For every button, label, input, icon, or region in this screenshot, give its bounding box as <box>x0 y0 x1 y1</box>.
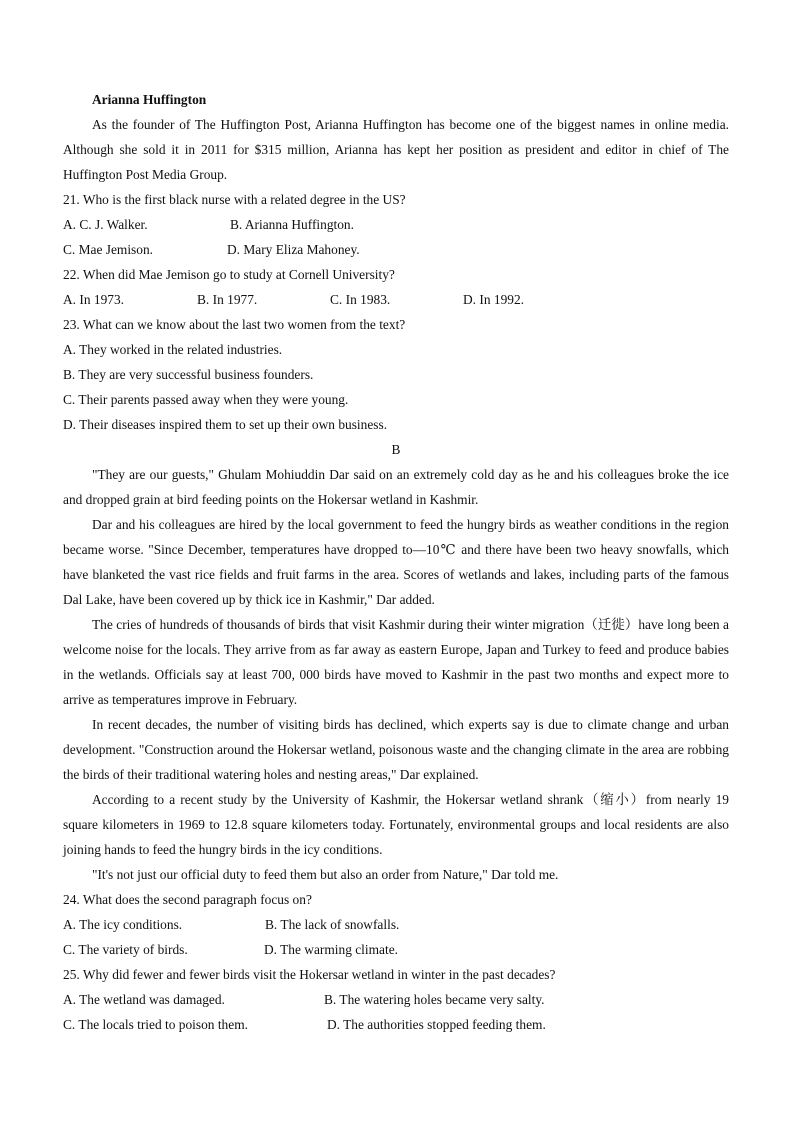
question-21-option-b: B. Arianna Huffington. <box>230 217 354 232</box>
passage-b-paragraph-4: In recent decades, the number of visiting birds has declined, which experts say is due to climate change and urban development. "Construction around the Hokersar wetland, poisonous waste and the changing climate in the area are robbing the birds of their traditional watering holes and nesting areas," Dar explained. <box>63 717 729 782</box>
question-23-option-b: B. They are very successful business founders. <box>63 367 314 382</box>
passage-b-paragraph-1: "They are our guests," Ghulam Mohiuddin Dar said on an extremely cold day as he and his colleagues broke the ice and dropped grain at bird feeding points on the Hokersar wetland in Kashmir. <box>63 467 729 507</box>
question-21-options-row-2 <box>63 237 729 262</box>
passage-b-paragraph-2: Dar and his colleagues are hired by the local government to feed the hungry birds as weather conditions in the region became worse. "Since December, temperatures have dropped to—10℃ and there have been two heavy snowfalls, which have blanketed the vast rice fields and fruit farms in the area. Scores of wetlands and lakes, including parts of the famous Dal Lake, have been covered up by thick ice in Kashmir," Dar added. <box>63 517 729 607</box>
passage-a-title: Arianna Huffington <box>92 92 207 107</box>
question-25-option-c: C. The locals tried to poison them. <box>63 1017 248 1032</box>
question-22-option-b: B. In 1977. <box>197 292 258 307</box>
question-21-stem: 21. Who is the first black nurse with a related degree in the US? <box>63 192 406 207</box>
question-23-option-c: C. Their parents passed away when they were young. <box>63 392 349 407</box>
question-22-option-c: C. In 1983. <box>330 292 391 307</box>
question-25-options-row-2 <box>63 1012 729 1037</box>
question-24-options-row-1 <box>63 912 729 937</box>
question-21-option-a: A. C. J. Walker. <box>63 217 148 232</box>
question-25-option-b: B. The watering holes became very salty. <box>324 992 545 1007</box>
question-23-option-d: D. Their diseases inspired them to set up their own business. <box>63 417 388 432</box>
question-24-stem: 24. What does the second paragraph focus on? <box>63 892 312 907</box>
question-23-stem: 23. What can we know about the last two women from the text? <box>63 317 406 332</box>
question-24-option-a: A. The icy conditions. <box>63 917 183 932</box>
question-25-option-a: A. The wetland was damaged. <box>63 992 225 1007</box>
question-25-options-row-1 <box>63 987 729 1012</box>
passage-a-paragraph: As the founder of The Huffington Post, Arianna Huffington has become one of the biggest names in online media. Although she sold it in 2011 for $315 million, Arianna has kept her position as president and editor in chief of The Huffington Post Media Group. <box>63 117 729 182</box>
passage-b-paragraph-6: "It's not just our official duty to feed them but also an order from Nature," Dar told me. <box>92 867 559 882</box>
question-24-option-c: C. The variety of birds. <box>63 942 188 957</box>
question-24-option-b: B. The lack of snowfalls. <box>265 917 400 932</box>
question-22-option-d: D. In 1992. <box>463 292 524 307</box>
passage-b-paragraph-3: The cries of hundreds of thousands of birds that visit Kashmir during their winter migration（迁徙）have long been a welcome noise for the locals. They arrive from as far away as eastern Europe, Japan and Turkey to feed and produce babies in the wetlands. Officials say at least 700, 000 birds have moved to Kashmir in the past two months and expect more to arrive as temperatures improve in February. <box>63 617 729 707</box>
question-25-option-d: D. The authorities stopped feeding them. <box>327 1017 546 1032</box>
question-22-stem: 22. When did Mae Jemison go to study at Cornell University? <box>63 267 395 282</box>
question-21-options-row-1 <box>63 212 729 237</box>
question-22-options-row <box>63 287 729 312</box>
question-22-option-a: A. In 1973. <box>63 292 124 307</box>
question-23-option-a: A. They worked in the related industries. <box>63 342 283 357</box>
passage-b-label: B <box>391 442 401 457</box>
passage-b-paragraph-5: According to a recent study by the University of Kashmir, the Hokersar wetland shrank（缩小）from nearly 19 square kilometers in 1969 to 12.8 square kilometers today. Fortunately, environmental groups and local residents are also joining hands to feed the hungry birds in the icy conditions. <box>63 792 729 857</box>
question-24-option-d: D. The warming climate. <box>264 942 398 957</box>
question-21-option-d: D. Mary Eliza Mahoney. <box>227 242 360 257</box>
question-21-option-c: C. Mae Jemison. <box>63 242 154 257</box>
question-25-stem: 25. Why did fewer and fewer birds visit the Hokersar wetland in winter in the past decades? <box>63 967 556 982</box>
question-24-options-row-2 <box>63 937 729 962</box>
document-content <box>63 87 729 1037</box>
